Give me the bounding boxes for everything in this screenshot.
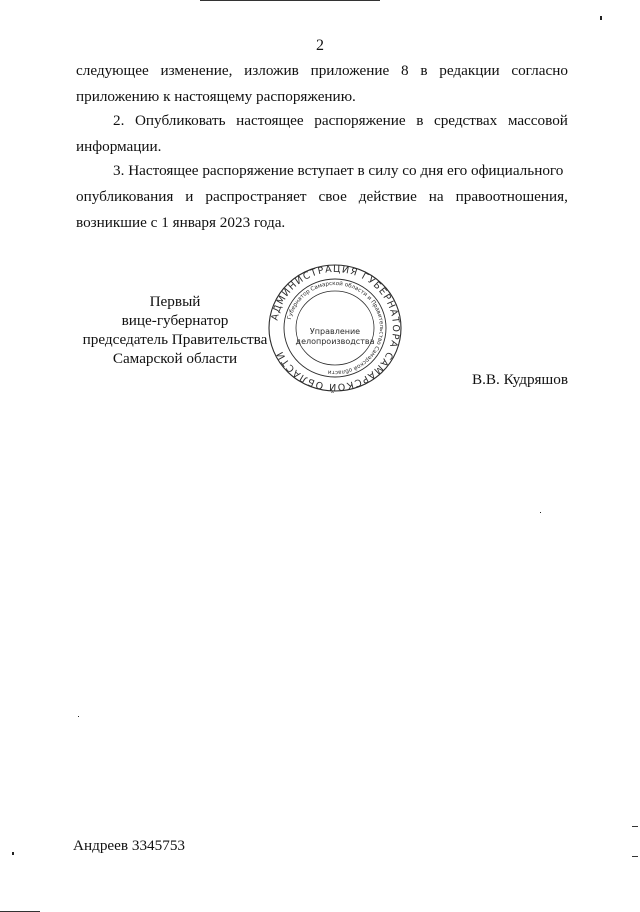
signer-title-line: Первый (149, 293, 201, 310)
scan-speck (540, 512, 541, 513)
word: редакции (439, 62, 500, 79)
signer-title (70, 292, 280, 368)
signer-name: В.В. Кудряшов (471, 371, 568, 388)
word: Опубликовать (134, 112, 226, 129)
stamp-outer-text: АДМИНИСТРАЦИЯ ГУБЕРНАТОРА САМАРСКОЙ ОБЛАСТИ (269, 263, 402, 393)
word: распоряжение (314, 112, 406, 129)
word: 2. (113, 112, 125, 129)
scan-speck (600, 16, 602, 20)
page-number: 2 (316, 37, 324, 54)
paragraph-line (76, 108, 568, 134)
word: 8 (401, 62, 409, 79)
scan-edge-line (632, 826, 638, 827)
word: приложение (310, 62, 390, 79)
paragraph-amendment (76, 58, 568, 110)
paragraph-line (76, 184, 568, 210)
word: согласно (511, 62, 568, 79)
scan-speck (78, 716, 79, 717)
executor-contact: Андреев 3345753 (73, 837, 186, 854)
paragraph-line: возникшие с 1 января 2023 года. (76, 214, 286, 231)
word: на (428, 188, 444, 205)
paragraph-line (76, 58, 568, 84)
official-stamp (265, 263, 405, 393)
word: изложив (244, 62, 299, 79)
word: действие (358, 188, 417, 205)
word: правоотношения, (455, 188, 568, 205)
word: средствах (433, 112, 498, 129)
paragraph-line: приложению к настоящему распоряжению. (76, 88, 356, 105)
word: в (416, 112, 424, 129)
signer-title-line: вице-губернатор (121, 312, 229, 329)
word: изменение, (160, 62, 233, 79)
signer-title-line: Самарской области (112, 350, 238, 367)
scan-speck (12, 852, 14, 855)
word: опубликования (76, 188, 174, 205)
word: в (420, 62, 428, 79)
paragraph-effective-date (76, 158, 568, 236)
paragraph-publication (76, 108, 568, 160)
scan-edge-line (200, 0, 380, 1)
word: массовой (507, 112, 568, 129)
stamp-seal-icon (265, 263, 405, 393)
stamp-center-line: делопроизводства (295, 337, 375, 346)
word: свое (318, 188, 347, 205)
word: настоящее (236, 112, 304, 129)
stamp-inner-text: Губернатор Самарской области и Правительство Самарской области (286, 280, 385, 376)
scan-edge-line (632, 856, 638, 857)
paragraph-line: информации. (76, 138, 162, 155)
paragraph-line: 3. Настоящее распоряжение вступает в силу со дня его официального (113, 162, 564, 179)
word: распространяет (205, 188, 307, 205)
word: и (185, 188, 194, 205)
signer-title-line: председатель Правительства (82, 331, 268, 348)
stamp-center-line: Управление (309, 327, 361, 336)
word: следующее (76, 62, 149, 79)
